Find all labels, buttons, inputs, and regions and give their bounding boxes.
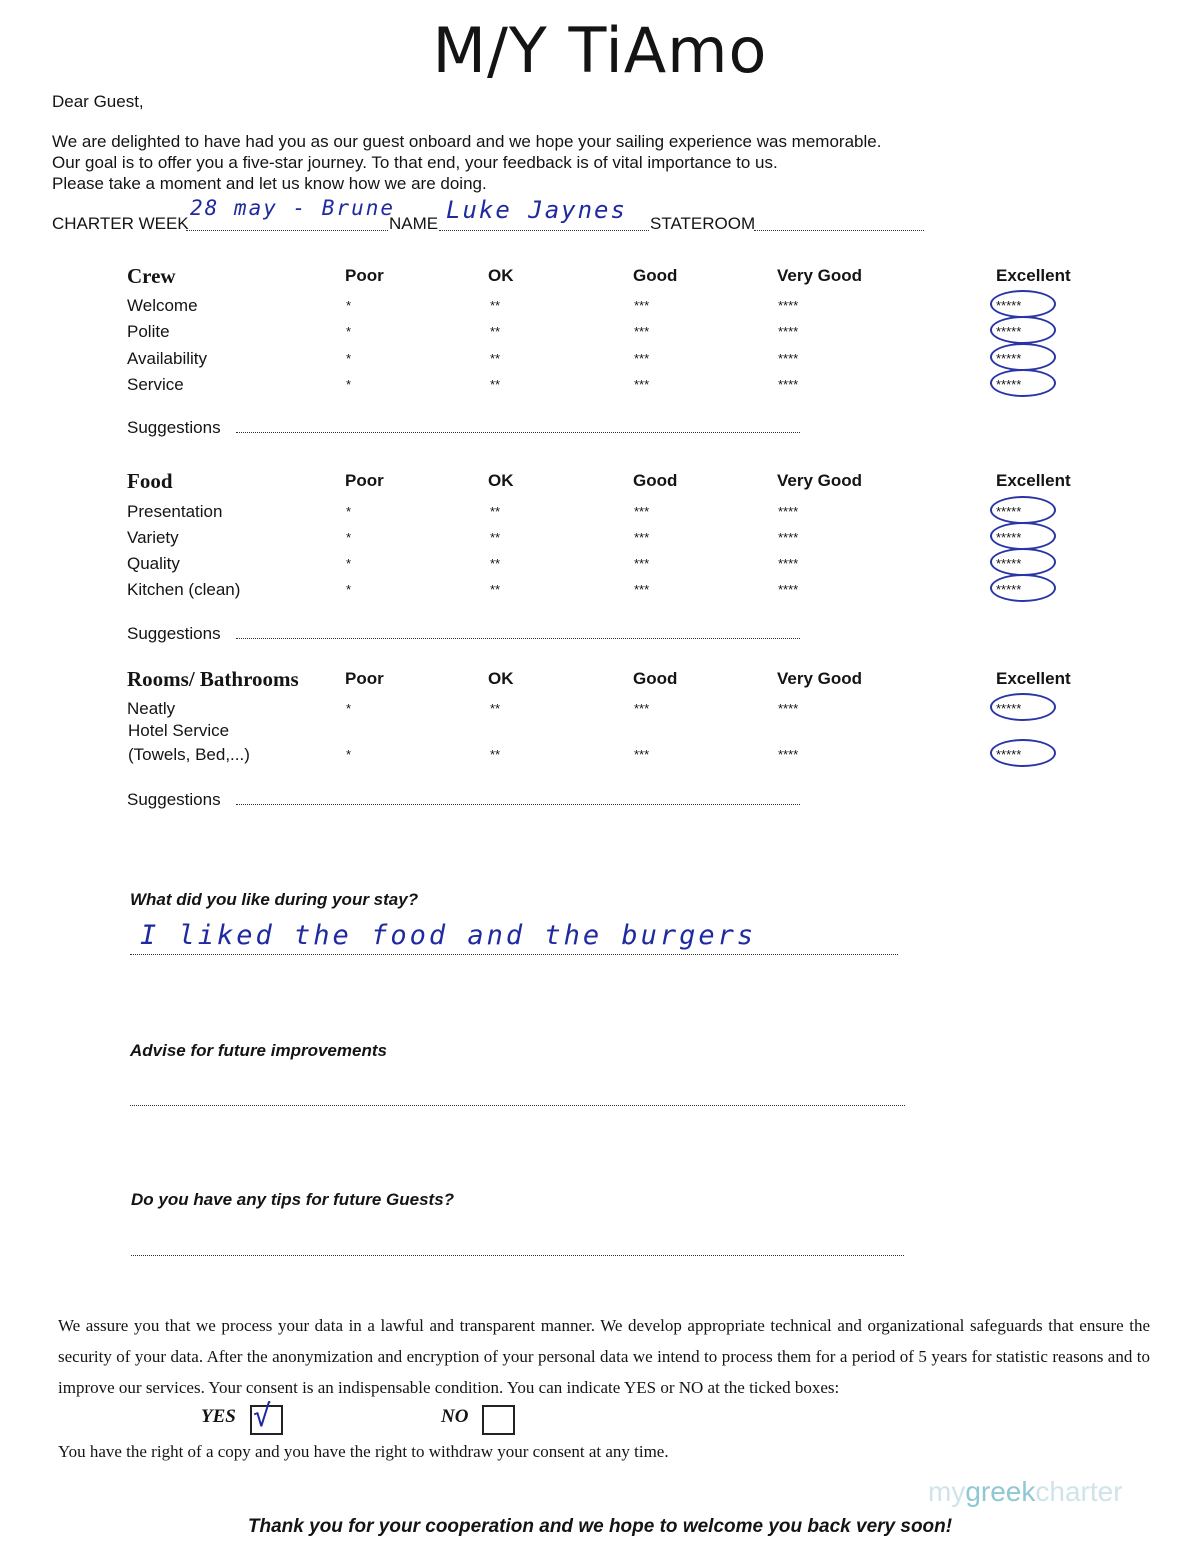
rating-option-4-stars[interactable]: **** [778,324,799,339]
rating-option-3-stars[interactable]: *** [634,324,650,339]
rating-option-1-stars[interactable]: * [346,556,352,571]
rating-option-5-stars[interactable]: ***** [996,324,1022,339]
selected-rating-circle [990,316,1056,344]
column-header-poor: Poor [345,669,384,688]
column-header-ok: OK [488,471,514,490]
rating-option-2-stars[interactable]: ** [490,351,501,366]
selected-rating-circle [990,693,1056,721]
rating-option-1-stars[interactable]: * [346,298,352,313]
rating-option-5-stars[interactable]: ***** [996,530,1022,545]
rating-option-2-stars[interactable]: ** [490,556,501,571]
rating-option-2-stars[interactable]: ** [490,747,501,762]
rating-item-label: Kitchen (clean) [127,580,241,599]
rating-option-4-stars[interactable]: **** [778,298,799,313]
column-header-ok: OK [488,266,514,285]
rating-option-2-stars[interactable]: ** [490,701,501,716]
rating-option-2-stars[interactable]: ** [490,582,501,597]
column-header-very-good: Very Good [777,471,863,490]
intro-line: Our goal is to offer you a five-star journey. To that end, your feedback is of vital importance to us. [52,153,778,172]
rating-option-3-stars[interactable]: *** [634,582,650,597]
check-mark-icon: √ [253,1399,272,1434]
watermark-logo [928,1476,1123,1508]
rating-option-3-stars[interactable]: *** [634,701,650,716]
column-header-good: Good [633,471,678,490]
column-header-very-good: Very Good [777,266,863,285]
rating-item-label: Presentation [127,502,223,521]
column-header-ok: OK [488,669,514,688]
name-line [439,230,649,231]
rating-option-5-stars[interactable]: ***** [996,504,1022,519]
rating-option-1-stars[interactable]: * [346,351,352,366]
selected-rating-circle [990,290,1056,318]
column-header-good: Good [633,669,678,688]
answer-line [130,1105,905,1106]
rating-option-3-stars[interactable]: *** [634,747,650,762]
rating-option-3-stars[interactable]: *** [634,351,650,366]
document-title: M/Y TiAmo [432,14,768,87]
column-header-very-good: Very Good [777,669,863,688]
selected-rating-circle [990,496,1056,524]
thank-you-message: Thank you for your cooperation and we hope to welcome you back very soon! [247,1516,953,1537]
rating-option-1-stars[interactable]: * [346,530,352,545]
rating-item-label: Polite [127,322,170,341]
selected-rating-circle [990,574,1056,602]
charter-week-field[interactable]: 28 may - Brune [190,196,396,220]
column-header-excellent: Excellent [996,669,1071,688]
rating-option-1-stars[interactable]: * [346,504,352,519]
privacy-statement: We assure you that we process your data in a lawful and transparent manner. We develop appropriate technical and organizational safeguards that ensure the security of your data. After the anonymization and encryption of your personal data we intend to process them for a period of 5 years for statistic reasons and to improve our services. Your consent is an indispensable condition. You can indicate YES or NO at the ticked boxes: [58,1316,1150,1397]
charter-week-label: CHARTER WEEK [52,214,189,233]
question-like: What did you like during your stay? [130,890,419,909]
rating-item-label: Service [127,375,184,394]
rating-option-4-stars[interactable]: **** [778,504,799,519]
rating-option-3-stars[interactable]: *** [634,298,650,313]
name-field[interactable]: Luke Jaynes [446,196,627,224]
greeting: Dear Guest, [52,92,144,111]
rating-option-2-stars[interactable]: ** [490,377,501,392]
answer-line [131,1255,904,1256]
rating-option-1-stars[interactable]: * [346,324,352,339]
watermark-mid: greek [965,1476,1036,1507]
selected-rating-circle [990,522,1056,550]
rating-item-label: Quality [127,554,180,573]
column-header-excellent: Excellent [996,471,1071,490]
column-header-poor: Poor [345,471,384,490]
suggestions-label: Suggestions [127,418,221,437]
watermark-suffix: charter [1035,1476,1123,1507]
rating-option-4-stars[interactable]: **** [778,377,799,392]
rating-option-4-stars[interactable]: **** [778,701,799,716]
rating-item-label: Welcome [127,296,198,315]
rating-option-1-stars[interactable]: * [346,582,352,597]
rating-option-4-stars[interactable]: **** [778,351,799,366]
rating-option-4-stars[interactable]: **** [778,530,799,545]
rating-option-2-stars[interactable]: ** [490,324,501,339]
selected-rating-circle [990,343,1056,371]
suggestions-label: Suggestions [127,624,221,643]
rating-option-2-stars[interactable]: ** [490,504,501,519]
selected-rating-circle [990,548,1056,576]
question-improvements: Advise for future improvements [130,1041,387,1060]
rating-option-5-stars[interactable]: ***** [996,747,1022,762]
question-tips: Do you have any tips for future Guests? [131,1190,455,1209]
intro-line: Please take a moment and let us know how we are doing. [52,174,487,193]
rating-item-label: Hotel Service [128,721,230,740]
yes-label: YES [201,1406,236,1427]
section-title: Food [127,469,173,493]
no-label: NO [441,1406,469,1427]
answer-line [130,954,898,955]
rating-option-3-stars[interactable]: *** [634,504,650,519]
no-checkbox[interactable] [482,1405,515,1435]
section-title: Crew [127,264,176,288]
rating-item-label: Neatly [127,699,176,718]
suggestions-field[interactable] [236,804,800,805]
rating-option-5-stars[interactable]: ***** [996,582,1022,597]
rating-option-1-stars[interactable]: * [346,701,352,716]
charter-week-line [186,230,388,231]
rating-option-5-stars[interactable]: ***** [996,556,1022,571]
column-header-poor: Poor [345,266,384,285]
intro-line: We are delighted to have had you as our guest onboard and we hope your sailing experience was memorable. [52,132,882,151]
rating-option-2-stars[interactable]: ** [490,530,501,545]
rating-option-5-stars[interactable]: ***** [996,377,1022,392]
rating-item-label: Availability [127,349,208,368]
suggestions-field[interactable] [236,432,800,433]
stateroom-label: STATEROOM [650,214,756,233]
rating-item-label: Variety [127,528,179,547]
rating-option-4-stars[interactable]: **** [778,582,799,597]
rating-option-5-stars[interactable]: ***** [996,298,1022,313]
rating-option-5-stars[interactable]: ***** [996,701,1022,716]
rating-option-2-stars[interactable]: ** [490,298,501,313]
rights-statement: You have the right of a copy and you have the right to withdraw your consent at any time. [58,1442,669,1461]
rating-option-5-stars[interactable]: ***** [996,351,1022,366]
rating-option-1-stars[interactable]: * [346,747,352,762]
selected-rating-circle [990,739,1056,767]
answer-like-field[interactable]: I liked the food and the burgers [140,920,757,951]
suggestions-label: Suggestions [127,790,221,809]
intro-paragraph [52,131,881,194]
selected-rating-circle [990,369,1056,397]
name-label: NAME [389,214,439,233]
rating-option-3-stars[interactable]: *** [634,377,650,392]
column-header-excellent: Excellent [996,266,1071,285]
rating-option-3-stars[interactable]: *** [634,556,650,571]
rating-option-3-stars[interactable]: *** [634,530,650,545]
rating-option-4-stars[interactable]: **** [778,747,799,762]
rating-option-4-stars[interactable]: **** [778,556,799,571]
yes-checkbox[interactable] [250,1399,283,1435]
column-header-good: Good [633,266,678,285]
section-title: Rooms/ Bathrooms [127,667,299,691]
watermark-prefix: my [928,1476,966,1507]
rating-option-1-stars[interactable]: * [346,377,352,392]
suggestions-field[interactable] [236,638,800,639]
rating-item-label: (Towels, Bed,...) [128,745,250,764]
stateroom-line [754,230,924,231]
